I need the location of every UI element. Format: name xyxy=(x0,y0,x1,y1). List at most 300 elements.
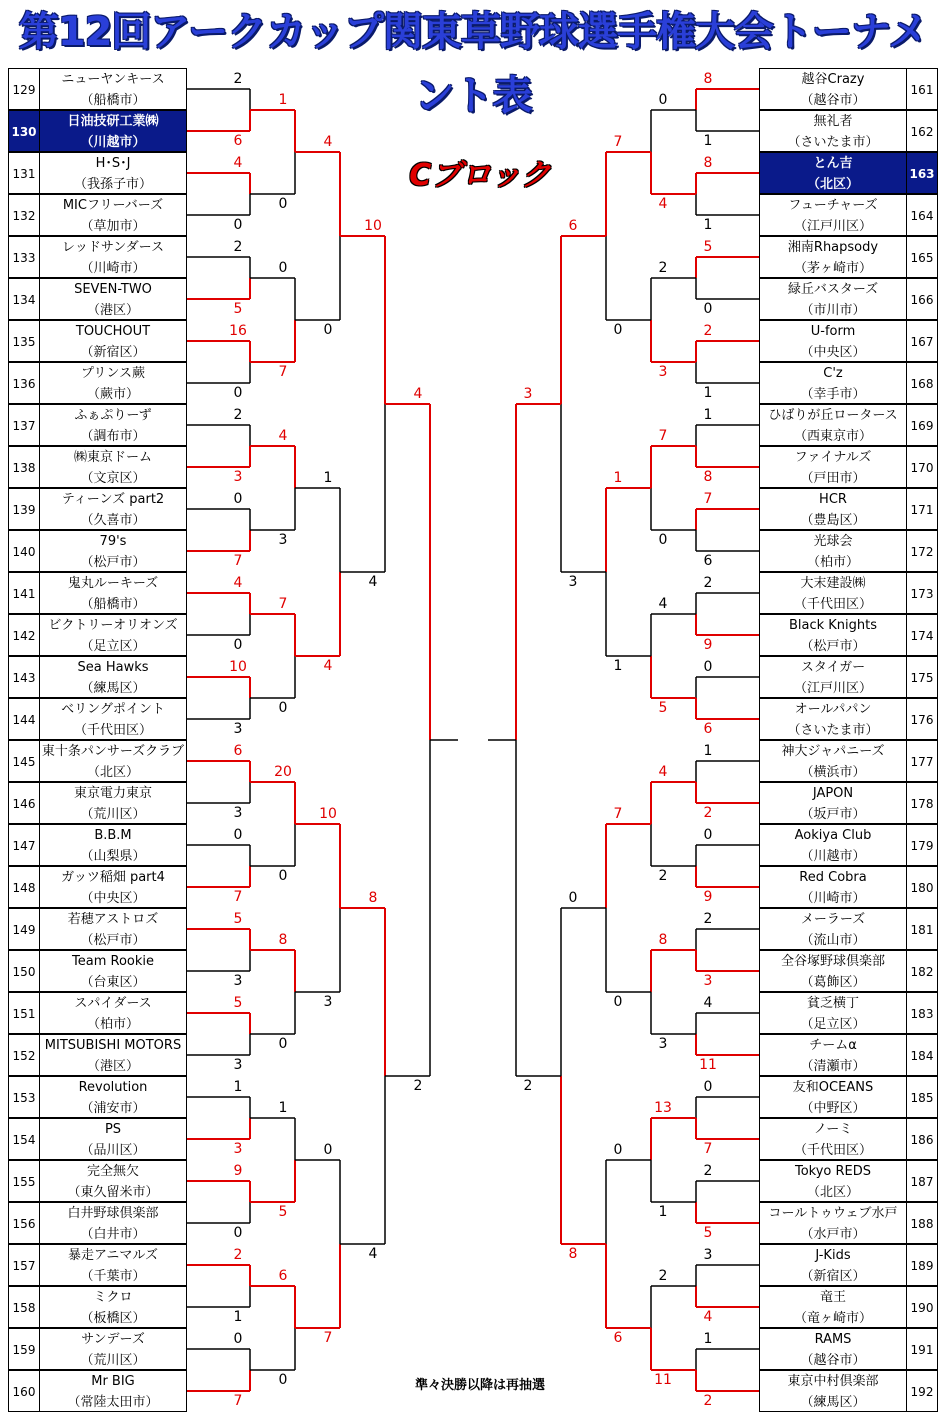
team-number: 131 xyxy=(8,152,40,194)
team-card xyxy=(39,404,187,446)
team-card xyxy=(39,614,187,656)
team-number: 166 xyxy=(906,278,938,320)
team-name: オールパパン xyxy=(794,702,872,717)
score-value: 10 xyxy=(229,659,247,675)
team-number: 178 xyxy=(906,782,938,824)
score-value: 1 xyxy=(703,133,713,149)
score-value: 8 xyxy=(703,155,713,171)
score-value: 1 xyxy=(703,1331,713,1347)
team-card xyxy=(39,278,187,320)
team-card xyxy=(39,1328,187,1370)
score-value: 4 xyxy=(368,574,378,590)
score-value: 1 xyxy=(703,743,713,759)
team-location: （松戸市） xyxy=(80,933,146,948)
team-card xyxy=(39,740,187,782)
team-name: ノーミ xyxy=(813,1122,853,1137)
team-card xyxy=(759,1160,907,1202)
team-card xyxy=(39,1160,187,1202)
team-number: 149 xyxy=(8,908,40,950)
score-value: 3 xyxy=(658,1036,668,1052)
team-number: 145 xyxy=(8,740,40,782)
score-value: 4 xyxy=(658,596,668,612)
score-value: 1 xyxy=(703,217,713,233)
team-number: 130 xyxy=(8,110,40,152)
score-value: 2 xyxy=(658,1268,668,1284)
score-value: 2 xyxy=(703,911,713,927)
team-card xyxy=(759,236,907,278)
score-value: 0 xyxy=(278,196,288,212)
team-location: （新宿区） xyxy=(80,345,146,360)
score-value: 2 xyxy=(233,407,243,423)
team-number: 170 xyxy=(906,446,938,488)
team-location: （柏市） xyxy=(86,1017,139,1032)
team-card xyxy=(759,110,907,152)
team-number: 155 xyxy=(8,1160,40,1202)
team-name: 無礼者 xyxy=(813,114,853,129)
team-card xyxy=(39,950,187,992)
score-value: 4 xyxy=(658,764,668,780)
team-name: 79's xyxy=(99,534,127,549)
team-card xyxy=(759,614,907,656)
team-location: （草加市） xyxy=(80,219,146,234)
score-value: 4 xyxy=(703,995,713,1011)
team-number: 141 xyxy=(8,572,40,614)
team-card xyxy=(759,782,907,824)
team-number: 186 xyxy=(906,1118,938,1160)
team-name: Mr BIG xyxy=(91,1374,135,1389)
score-value: 2 xyxy=(413,1078,423,1094)
score-value: 1 xyxy=(233,1079,243,1095)
team-location: （港区） xyxy=(86,1059,139,1074)
team-card xyxy=(759,1286,907,1328)
team-number: 133 xyxy=(8,236,40,278)
team-number: 147 xyxy=(8,824,40,866)
score-value: 1 xyxy=(658,1204,668,1220)
team-location: （中野区） xyxy=(800,1101,866,1116)
score-value: 5 xyxy=(233,911,243,927)
score-value: 6 xyxy=(278,1268,288,1284)
score-value: 1 xyxy=(278,1100,288,1116)
team-name: 若穂アストロズ xyxy=(67,912,159,927)
team-number: 153 xyxy=(8,1076,40,1118)
score-value: 0 xyxy=(233,637,243,653)
team-number: 191 xyxy=(906,1328,938,1370)
team-location: （中央区） xyxy=(800,345,866,360)
team-name: HCR xyxy=(819,492,847,507)
team-name: ガッツ稲畑 part4 xyxy=(61,870,165,885)
score-value: 2 xyxy=(523,1078,533,1094)
team-location: （千代田区） xyxy=(73,723,152,738)
team-number: 188 xyxy=(906,1202,938,1244)
score-value: 0 xyxy=(233,385,243,401)
score-value: 0 xyxy=(323,322,333,338)
team-number: 159 xyxy=(8,1328,40,1370)
team-location: （川越市） xyxy=(80,135,146,150)
team-card xyxy=(39,1202,187,1244)
score-value: 7 xyxy=(613,806,623,822)
score-value: 10 xyxy=(364,218,382,234)
team-location: （中央区） xyxy=(80,891,146,906)
team-number: 139 xyxy=(8,488,40,530)
team-card xyxy=(759,740,907,782)
score-value: 1 xyxy=(278,92,288,108)
score-value: 0 xyxy=(278,1036,288,1052)
team-card xyxy=(39,698,187,740)
team-card xyxy=(39,1244,187,1286)
team-card xyxy=(39,488,187,530)
team-location: （越谷市） xyxy=(800,93,866,108)
team-number: 171 xyxy=(906,488,938,530)
score-value: 2 xyxy=(658,868,668,884)
score-value: 3 xyxy=(233,805,243,821)
team-number: 168 xyxy=(906,362,938,404)
team-number: 180 xyxy=(906,866,938,908)
team-location: （松戸市） xyxy=(80,555,146,570)
score-value: 0 xyxy=(233,217,243,233)
score-value: 5 xyxy=(278,1204,288,1220)
team-number: 173 xyxy=(906,572,938,614)
team-location: （豊島区） xyxy=(800,513,866,528)
score-value: 9 xyxy=(703,889,713,905)
score-value: 3 xyxy=(568,574,578,590)
team-name: 光球会 xyxy=(813,534,853,549)
team-location: （台東区） xyxy=(80,975,146,990)
team-name: MICフリーバーズ xyxy=(62,198,164,213)
team-number: 176 xyxy=(906,698,938,740)
team-name: 東京中村倶楽部 xyxy=(787,1374,879,1389)
team-number: 175 xyxy=(906,656,938,698)
team-name: Sea Hawks xyxy=(77,660,149,675)
team-card xyxy=(759,320,907,362)
team-location: （荒川区） xyxy=(80,1353,146,1368)
team-number: 157 xyxy=(8,1244,40,1286)
team-location: （調布市） xyxy=(80,429,146,444)
team-number: 136 xyxy=(8,362,40,404)
score-value: 0 xyxy=(703,301,713,317)
team-location: （久喜市） xyxy=(80,513,146,528)
team-name: H･S･J xyxy=(95,156,131,171)
team-name: メーラーズ xyxy=(800,912,866,927)
team-number: 182 xyxy=(906,950,938,992)
score-value: 2 xyxy=(703,1163,713,1179)
score-value: 9 xyxy=(233,1163,243,1179)
score-value: 7 xyxy=(703,1141,713,1157)
score-value: 3 xyxy=(278,532,288,548)
team-card xyxy=(759,530,907,572)
team-number: 152 xyxy=(8,1034,40,1076)
team-card xyxy=(759,1076,907,1118)
team-card xyxy=(759,152,907,194)
score-value: 7 xyxy=(658,428,668,444)
team-card xyxy=(759,194,907,236)
team-location: （幸手市） xyxy=(800,387,866,402)
team-card xyxy=(759,1034,907,1076)
team-name: スパイダース xyxy=(74,996,152,1011)
team-location: （千葉市） xyxy=(80,1269,146,1284)
team-card xyxy=(759,404,907,446)
score-value: 4 xyxy=(658,196,668,212)
team-number: 190 xyxy=(906,1286,938,1328)
score-value: 2 xyxy=(703,805,713,821)
score-value: 9 xyxy=(703,637,713,653)
team-location: （白井市） xyxy=(80,1227,146,1242)
team-location: （流山市） xyxy=(800,933,866,948)
team-number: 134 xyxy=(8,278,40,320)
score-value: 0 xyxy=(233,491,243,507)
team-card xyxy=(39,908,187,950)
score-value: 0 xyxy=(233,827,243,843)
score-value: 11 xyxy=(699,1057,717,1073)
team-name: チームα xyxy=(809,1038,857,1053)
team-location: （練馬区） xyxy=(80,681,146,696)
team-location: （葛飾区） xyxy=(800,975,866,990)
team-number: 151 xyxy=(8,992,40,1034)
team-name: ミクロ xyxy=(93,1290,133,1305)
team-card xyxy=(759,278,907,320)
team-card xyxy=(39,1370,187,1412)
team-card xyxy=(39,236,187,278)
team-name: 日油技研工業㈱ xyxy=(67,114,159,129)
team-number: 184 xyxy=(906,1034,938,1076)
page-title: 第12回アークカップ関東草野球選手権大会トーナメント表 xyxy=(18,9,928,119)
team-card xyxy=(39,362,187,404)
team-name: プリンス蕨 xyxy=(80,366,146,381)
score-value: 13 xyxy=(654,1100,672,1116)
team-location: （江戸川区） xyxy=(793,219,872,234)
score-value: 6 xyxy=(568,218,578,234)
team-name: PS xyxy=(104,1122,122,1137)
team-number: 146 xyxy=(8,782,40,824)
team-card xyxy=(39,110,187,152)
team-number: 140 xyxy=(8,530,40,572)
score-value: 7 xyxy=(233,553,243,569)
team-name: Revolution xyxy=(78,1080,148,1095)
score-value: 8 xyxy=(278,932,288,948)
redraw-note: 準々決勝以降は再抽選 xyxy=(414,1378,545,1393)
team-number: 177 xyxy=(906,740,938,782)
team-number: 167 xyxy=(906,320,938,362)
score-value: 0 xyxy=(278,700,288,716)
score-value: 6 xyxy=(703,721,713,737)
score-value: 1 xyxy=(613,658,623,674)
score-value: 0 xyxy=(278,260,288,276)
team-card xyxy=(759,1328,907,1370)
score-value: 5 xyxy=(658,700,668,716)
team-card xyxy=(39,68,187,110)
team-card xyxy=(39,1034,187,1076)
team-location: （山梨県） xyxy=(80,849,146,864)
score-value: 0 xyxy=(703,1079,713,1095)
score-value: 8 xyxy=(703,71,713,87)
team-number: 187 xyxy=(906,1160,938,1202)
team-location: （北区） xyxy=(86,765,139,780)
team-number: 138 xyxy=(8,446,40,488)
team-name: U-form xyxy=(810,324,856,339)
score-value: 3 xyxy=(703,973,713,989)
team-number: 148 xyxy=(8,866,40,908)
team-card xyxy=(759,824,907,866)
team-location: （さいたま市） xyxy=(787,135,879,150)
team-location: （新宿区） xyxy=(800,1269,866,1284)
team-location: （東久留米市） xyxy=(67,1185,159,1200)
team-location: （文京区） xyxy=(80,471,146,486)
score-value: 7 xyxy=(703,491,713,507)
score-value: 0 xyxy=(613,322,623,338)
team-location: （茅ヶ崎市） xyxy=(793,261,872,276)
score-value: 3 xyxy=(233,1057,243,1073)
team-location: （蕨市） xyxy=(86,387,139,402)
team-card xyxy=(759,68,907,110)
team-name: ニューヤンキース xyxy=(61,72,165,87)
team-location: （江戸川区） xyxy=(793,681,872,696)
team-name: 貧乏横丁 xyxy=(806,996,859,1011)
team-location: （竜ヶ崎市） xyxy=(793,1311,872,1326)
team-number: 169 xyxy=(906,404,938,446)
team-number: 160 xyxy=(8,1370,40,1412)
team-location: （足立区） xyxy=(800,1017,866,1032)
team-number: 137 xyxy=(8,404,40,446)
team-location: （船橋市） xyxy=(80,93,146,108)
score-value: 11 xyxy=(654,1372,672,1388)
score-value: 6 xyxy=(233,133,243,149)
team-name: 大末建設㈱ xyxy=(800,576,866,591)
team-card xyxy=(759,488,907,530)
score-value: 7 xyxy=(323,1330,333,1346)
score-value: 0 xyxy=(233,1331,243,1347)
score-value: 3 xyxy=(323,994,333,1010)
team-number: 142 xyxy=(8,614,40,656)
team-card xyxy=(39,1286,187,1328)
team-location: （千代田区） xyxy=(793,1143,872,1158)
team-number: 143 xyxy=(8,656,40,698)
team-number: 163 xyxy=(906,152,938,194)
score-value: 7 xyxy=(233,889,243,905)
team-location: （常陸太田市） xyxy=(67,1395,159,1410)
team-name: Black Knights xyxy=(788,618,878,633)
team-location: （水戸市） xyxy=(800,1227,866,1242)
score-value: 3 xyxy=(658,364,668,380)
team-card xyxy=(759,1370,907,1412)
team-card xyxy=(39,572,187,614)
team-card xyxy=(39,530,187,572)
team-card xyxy=(759,572,907,614)
team-location: （さいたま市） xyxy=(787,723,879,738)
team-name: Aokiya Club xyxy=(794,828,872,843)
team-name: Red Cobra xyxy=(799,870,867,885)
score-value: 6 xyxy=(703,553,713,569)
team-card xyxy=(39,656,187,698)
score-value: 8 xyxy=(568,1246,578,1262)
score-value: 3 xyxy=(233,469,243,485)
score-value: 0 xyxy=(658,92,668,108)
score-value: 4 xyxy=(233,155,243,171)
team-name: フューチャーズ xyxy=(788,198,878,213)
score-value: 2 xyxy=(233,71,243,87)
team-name: 暴走アニマルズ xyxy=(68,1248,158,1263)
team-number: 144 xyxy=(8,698,40,740)
team-name: SEVEN-TWO xyxy=(74,282,152,297)
score-value: 7 xyxy=(278,364,288,380)
team-card xyxy=(759,446,907,488)
score-value: 6 xyxy=(233,743,243,759)
team-location: （船橋市） xyxy=(80,597,146,612)
team-location: （北区） xyxy=(806,177,859,192)
score-value: 2 xyxy=(703,323,713,339)
team-name: サンデーズ xyxy=(81,1332,145,1347)
score-value: 4 xyxy=(323,134,333,150)
team-location: （北区） xyxy=(806,1185,859,1200)
team-location: （板橋区） xyxy=(80,1311,146,1326)
team-location: （清瀬市） xyxy=(800,1059,866,1074)
team-card xyxy=(759,950,907,992)
team-name: Tokyo REDS xyxy=(794,1164,872,1179)
score-value: 3 xyxy=(703,1247,713,1263)
team-location: （川崎市） xyxy=(80,261,146,276)
team-card xyxy=(759,1202,907,1244)
team-name: MITSUBISHI MOTORS xyxy=(44,1038,182,1053)
team-number: 162 xyxy=(906,110,938,152)
team-number: 161 xyxy=(906,68,938,110)
score-value: 7 xyxy=(278,596,288,612)
score-value: 4 xyxy=(703,1309,713,1325)
team-card xyxy=(39,782,187,824)
score-value: 4 xyxy=(233,575,243,591)
team-location: （品川区） xyxy=(80,1143,146,1158)
team-card xyxy=(759,1118,907,1160)
team-location: （浦安市） xyxy=(80,1101,146,1116)
team-number: 172 xyxy=(906,530,938,572)
team-name: ティーンズ part2 xyxy=(61,492,165,507)
score-value: 1 xyxy=(703,385,713,401)
team-name: とん吉 xyxy=(813,156,853,171)
score-value: 7 xyxy=(233,1393,243,1409)
team-card xyxy=(39,320,187,362)
team-location: （越谷市） xyxy=(800,1353,866,1368)
score-value: 2 xyxy=(703,1393,713,1409)
score-value: 4 xyxy=(368,1246,378,1262)
team-name: 鬼丸ルーキーズ xyxy=(67,576,159,591)
team-card xyxy=(39,446,187,488)
team-name: J-Kids xyxy=(815,1248,851,1263)
team-name: コールトゥウェブ水戸 xyxy=(768,1206,898,1221)
team-name: レッドサンダース xyxy=(61,240,165,255)
team-location: （坂戸市） xyxy=(800,807,866,822)
team-number: 132 xyxy=(8,194,40,236)
team-number: 185 xyxy=(906,1076,938,1118)
team-card xyxy=(759,908,907,950)
team-name: C'z xyxy=(823,366,843,381)
team-number: 150 xyxy=(8,950,40,992)
score-value: 3 xyxy=(233,721,243,737)
team-card xyxy=(759,656,907,698)
team-name: 神大ジャパニーズ xyxy=(781,744,885,759)
team-name: ひばりが丘ロータース xyxy=(768,408,898,423)
score-value: 3 xyxy=(233,973,243,989)
team-name: RAMS xyxy=(814,1332,852,1347)
score-value: 0 xyxy=(703,827,713,843)
team-name: ㈱東京ドーム xyxy=(73,450,152,465)
team-location: （川崎市） xyxy=(800,891,866,906)
score-value: 3 xyxy=(523,386,533,402)
team-name: 竜王 xyxy=(819,1290,846,1305)
team-card xyxy=(39,866,187,908)
team-number: 164 xyxy=(906,194,938,236)
team-card xyxy=(759,698,907,740)
score-value: 8 xyxy=(368,890,378,906)
score-value: 0 xyxy=(613,1142,623,1158)
score-value: 4 xyxy=(413,386,423,402)
score-value: 8 xyxy=(658,932,668,948)
